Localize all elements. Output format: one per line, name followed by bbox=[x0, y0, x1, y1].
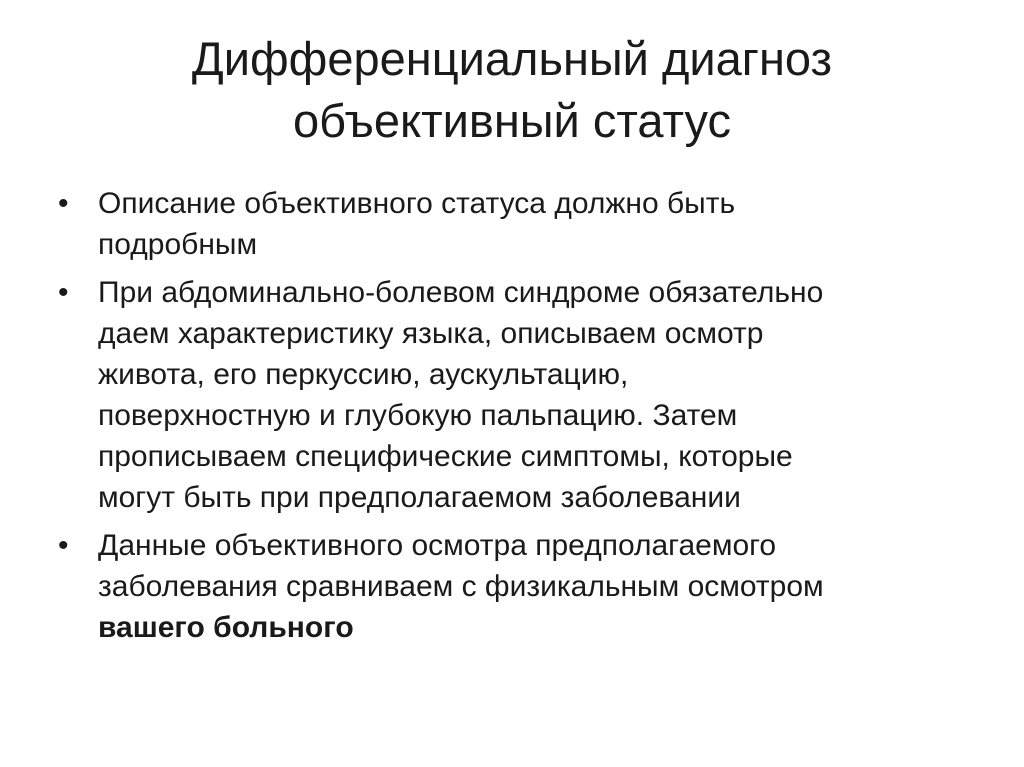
slide-title bbox=[60, 28, 964, 152]
bullet-marker: • bbox=[58, 187, 69, 220]
bullet-2-line-5: прописываем специфические симптомы, которые bbox=[98, 440, 793, 473]
bullet-3-line-1: Данные объективного осмотра предполагаемого bbox=[98, 529, 777, 562]
bullet-1-line-2: подробным bbox=[98, 228, 258, 261]
bullet-1-line-1: Описание объективного статуса должно быть bbox=[98, 187, 736, 220]
bullet-item-2 bbox=[58, 272, 978, 518]
bullet-3-line-2: заболевания сравниваем с физикальным осмотром bbox=[98, 570, 824, 603]
slide-title-line-1: Дифференциальный диагноз bbox=[191, 32, 833, 85]
bullet-marker: • bbox=[58, 276, 69, 309]
bullet-2-line-4: поверхностную и глубокую пальпацию. Затем bbox=[98, 399, 738, 432]
bullet-marker: • bbox=[58, 529, 69, 562]
slide-title-line-2: объективный статус bbox=[292, 94, 732, 147]
bullet-2-line-1: При абдоминально-болевом синдроме обязательно bbox=[98, 276, 824, 309]
bullet-3-bold-line: вашего больного bbox=[98, 611, 354, 644]
bullet-2-line-6: могут быть при предполагаемом заболевании bbox=[98, 481, 741, 514]
bullet-item-1 bbox=[58, 183, 978, 265]
bullet-2-line-3: живота, его перкуссию, аускультацию, bbox=[98, 358, 629, 391]
bullet-list bbox=[58, 183, 978, 655]
bullet-item-3 bbox=[58, 525, 978, 648]
bullet-2-line-2: даем характеристику языка, описываем осмотр bbox=[98, 317, 764, 350]
